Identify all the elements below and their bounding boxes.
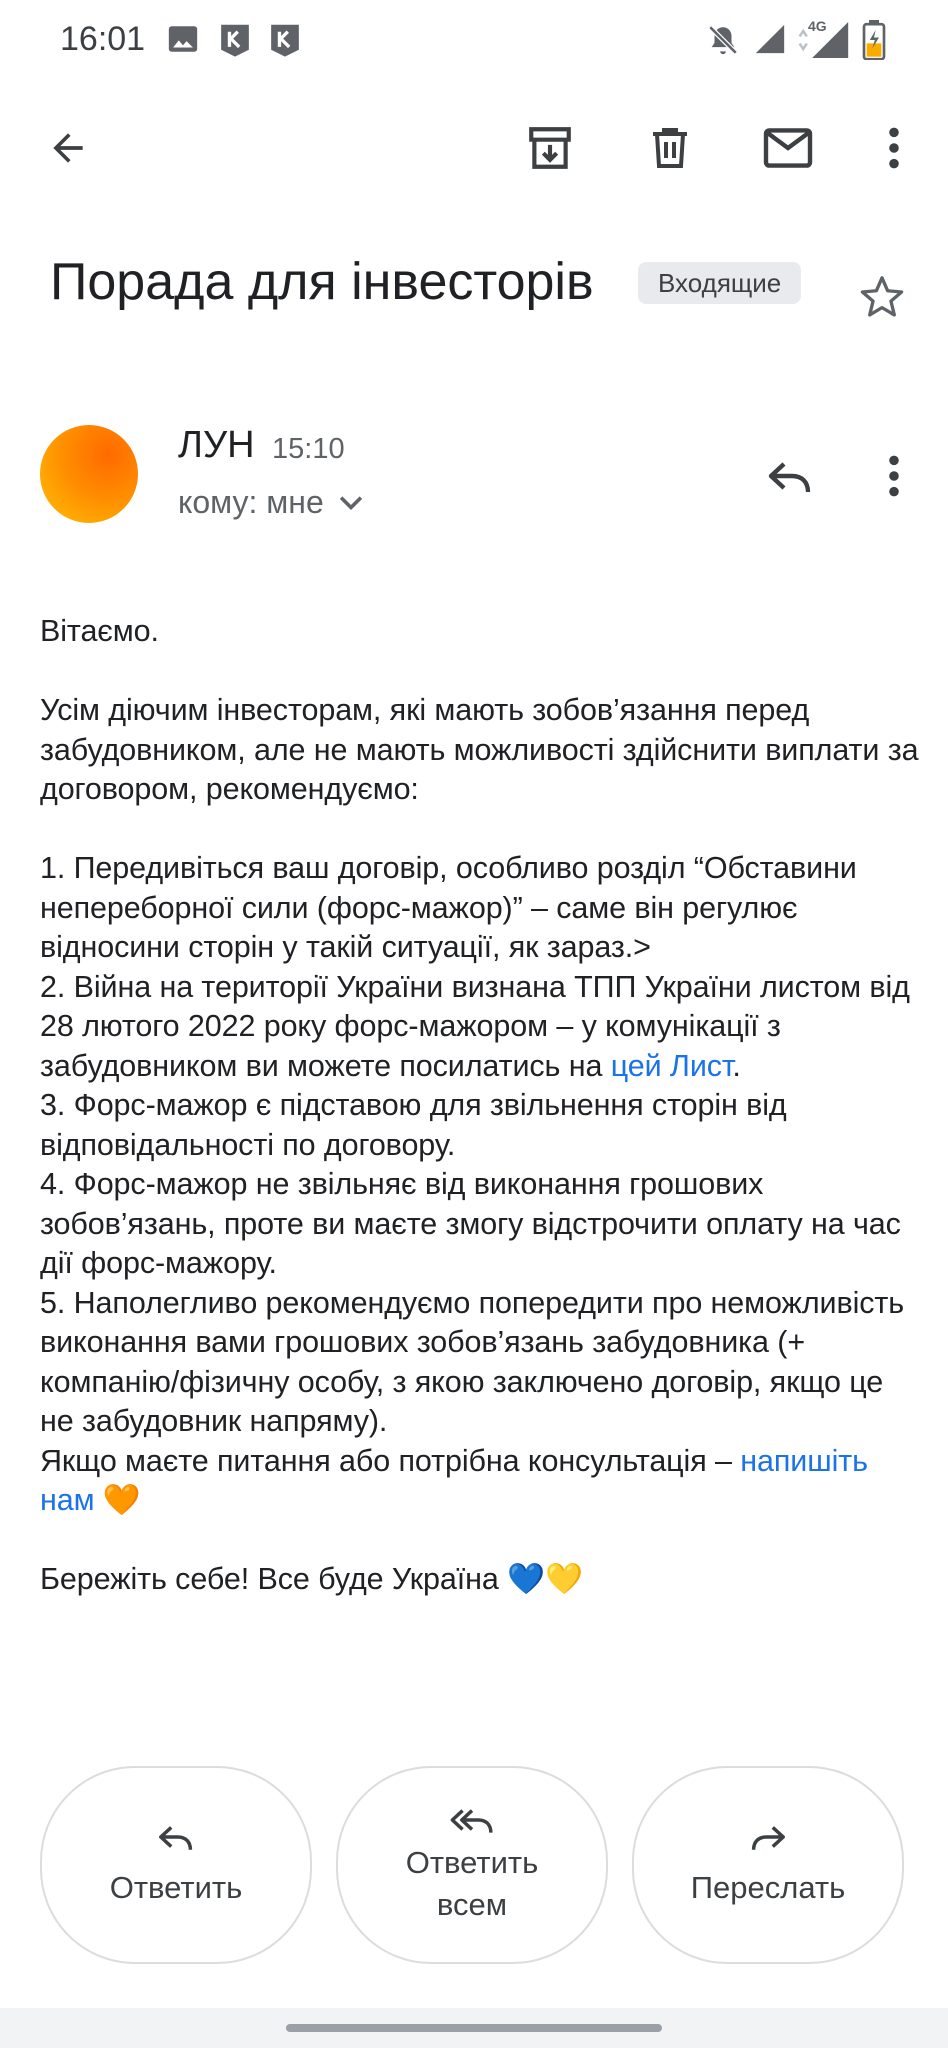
kyivstar-icon: [218, 22, 252, 58]
reply-all-icon: [450, 1804, 494, 1836]
message-more-button[interactable]: [856, 440, 932, 512]
reply-all-button[interactable]: [336, 1766, 608, 1964]
home-gesture-handle[interactable]: [286, 2024, 662, 2032]
tpp-letter-link[interactable]: цей Лист: [610, 1048, 733, 1083]
blue-yellow-hearts-emoji: 💙💛: [507, 1562, 583, 1596]
body-closing-text: Бережіть себе! Все буде Україна: [40, 1562, 508, 1596]
reply-icon: [156, 1821, 196, 1853]
archive-icon: [525, 123, 575, 173]
more-options-button[interactable]: [856, 112, 932, 184]
reply-button[interactable]: [40, 1766, 312, 1964]
body-item-2: [40, 968, 920, 1087]
reply-icon-button[interactable]: [754, 440, 826, 512]
reply-icon: [766, 456, 814, 496]
star-icon: [856, 272, 908, 322]
body-item-3: 3. Форс-мажор є підставою для звільнення сторін від відповідальності по договору.: [40, 1088, 787, 1162]
delete-icon: [646, 123, 694, 173]
kyivstar-icon: [268, 22, 302, 58]
recipient-label: кому: мне: [178, 484, 324, 520]
delete-button[interactable]: [634, 112, 706, 184]
sender-avatar[interactable]: [40, 425, 138, 523]
body-intro: Усім діючим інвесторам, які мають зобов’язання перед забудовником, але не мають можливості здійснити виплати за договором, рекомендуємо:: [40, 693, 919, 806]
status-time: 16:01: [60, 20, 146, 58]
sender-name[interactable]: ЛУН: [178, 424, 255, 466]
recipient-details[interactable]: [178, 484, 364, 521]
inbox-label-chip[interactable]: Входящие: [638, 262, 801, 304]
reply-button-label: Ответить: [109, 1870, 243, 1905]
signal-4g-icon: [796, 18, 850, 58]
body-closing: [40, 1560, 920, 1600]
body-item-5: 5. Наполегливо рекомендуємо попередити про неможливість виконання вами грошових зобов’язань забудовника (+ компанію/фізичну особу, з якою заключено договір, якщо це не забудовник напряму).: [40, 1285, 905, 1438]
bell-off-icon: [706, 22, 740, 58]
forward-icon: [748, 1821, 788, 1853]
forward-button-label: Переслать: [690, 1870, 846, 1905]
body-item-2-text: 2. Війна на території України визнана ТПП України листом від 28 лютого 2022 року форс-мажором – у комунікації з забудовником ви можете посилатись на: [40, 969, 910, 1083]
archive-button[interactable]: [514, 112, 586, 184]
chevron-down-icon: [338, 494, 364, 512]
more-vert-icon: [888, 126, 900, 170]
more-vert-icon: [888, 454, 900, 498]
reply-all-button-label: Ответить всем: [405, 1845, 539, 1922]
signal-icon: [752, 22, 788, 56]
body-item-1: 1. Передивіться ваш договір, особливо розділ “Обставини непереборної сили (форс-мажор)” – саме він регулює відносини сторін у такій ситуації, як зараз.>: [40, 851, 857, 964]
body-greeting: Вітаємо.: [40, 614, 159, 648]
mark-unread-icon: [761, 126, 815, 170]
battery-charging-icon: [862, 20, 886, 60]
email-body: [40, 612, 920, 1600]
body-contact: [40, 1442, 920, 1521]
email-time: 15:10: [272, 433, 345, 465]
write-us-link[interactable]: напишіть нам: [40, 1443, 868, 1517]
orange-heart-emoji: 🧡: [102, 1483, 141, 1517]
body-contact-text: Якщо маєте питання або потрібна консультація –: [40, 1443, 741, 1478]
mark-unread-button[interactable]: [752, 112, 824, 184]
body-item-2-end: .: [732, 1048, 741, 1083]
back-button[interactable]: [32, 112, 104, 184]
email-subject: Порада для інвесторів: [50, 253, 594, 311]
forward-button[interactable]: [632, 1766, 904, 1964]
image-icon: [166, 22, 200, 56]
star-button[interactable]: [856, 272, 908, 322]
arrow-back-icon: [46, 126, 90, 170]
body-item-4: 4. Форс-мажор не звільняє від виконання грошових зобов’язань, проте ви маєте змогу відстрочити оплату на час дії форс-мажору.: [40, 1167, 901, 1280]
network-type: 4G: [808, 18, 827, 34]
